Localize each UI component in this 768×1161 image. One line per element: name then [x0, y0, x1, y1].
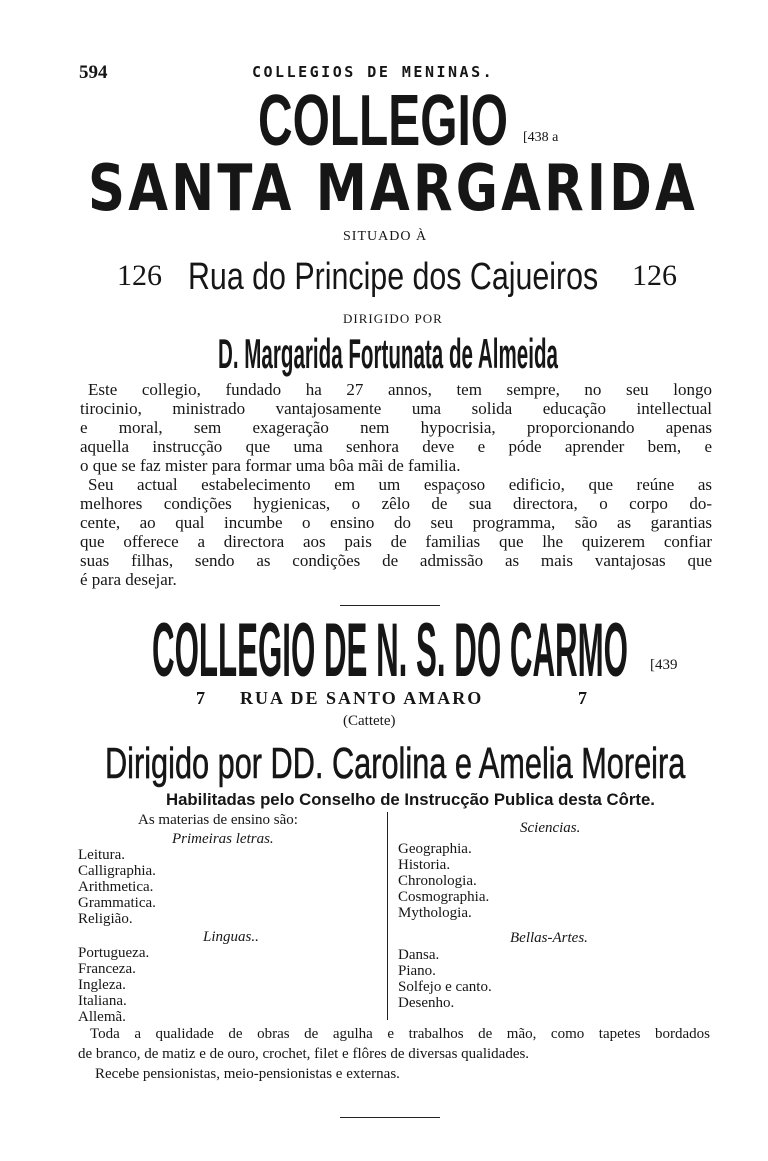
subject-item: Calligraphia. — [78, 863, 156, 879]
text-line: Recebe pensionistas, meio-pensionistas e externas. — [95, 1066, 400, 1082]
divider — [340, 605, 440, 606]
subject-item: Arithmetica. — [78, 879, 154, 895]
subject-item: Italiana. — [78, 993, 127, 1009]
address-number-right: 126 — [632, 259, 677, 292]
situated-label: SITUADO À — [343, 229, 428, 244]
text-line: tirocinio, ministrado vantajosamente uma solida educação intellectual — [80, 399, 712, 418]
college2-directors: Dirigido por DD. Carolina e Amelia Moreira — [105, 739, 686, 788]
subject-item: Leitura. — [78, 847, 126, 863]
address-street: Rua do Principe dos Cajueiros — [188, 256, 599, 298]
director-name: D. Margarida Fortunata de Almeida — [218, 330, 558, 377]
directed-by-label: DIRIGIDO POR — [343, 311, 443, 326]
subject-item: Dansa. — [398, 947, 440, 963]
page-number: 594 — [79, 62, 108, 83]
college1-ref: [438 a — [523, 130, 559, 145]
subject-item: Mythologia. — [398, 905, 472, 921]
group-heading: Linguas.. — [203, 929, 259, 945]
text-line: cente, ao qual incumbe o ensino do seu programma, são as garantias — [80, 513, 712, 532]
group-heading: Primeiras letras. — [172, 831, 274, 847]
text-line: Toda a qualidade de obras de agulha e trabalhos de mão, como tapetes bordados — [90, 1026, 710, 1042]
college2-number-right: 7 — [578, 688, 587, 708]
text-line: Seu actual estabelecimento em um espaçoso edificio, que reúne as — [88, 475, 712, 494]
subject-item: Ingleza. — [78, 977, 126, 993]
text-line: de branco, de matiz e de ouro, crochet, filet e flôres de diversas qualidades. — [78, 1046, 530, 1062]
subject-item: Piano. — [398, 963, 436, 979]
college2-ref: [439 — [650, 657, 678, 673]
subject-item: Desenho. — [398, 995, 455, 1011]
text-line: suas filhas, sendo as condições de admissão as mais vantajosas que — [80, 551, 712, 570]
subject-item: Franceza. — [78, 961, 136, 977]
group-heading: Bellas-Artes. — [510, 930, 588, 946]
college2-title: COLLEGIO DE N. S. DO CARMO — [152, 608, 628, 693]
qualification: Habilitadas pelo Conselho de Instrucção Publica desta Côrte. — [166, 790, 655, 809]
text-line: melhores condições hygienicas, o zêlo de sua directora, o corpo do- — [80, 494, 712, 513]
subjects-intro: As materias de ensino são: — [138, 812, 298, 828]
subject-item: Historia. — [398, 857, 451, 873]
text-line: Este collegio, fundado ha 27 annos, tem sempre, no seu longo — [88, 380, 712, 399]
column-divider — [387, 812, 388, 1020]
subject-item: Grammatica. — [78, 895, 156, 911]
text-line: aquella instrucção que uma senhora deve e póde aprender bem, e — [80, 437, 712, 456]
college1-name: SANTA MARGARIDA — [88, 152, 698, 226]
subject-item: Solfejo e canto. — [398, 979, 492, 995]
district: (Cattete) — [343, 713, 396, 729]
subject-item: Chronologia. — [398, 873, 477, 889]
college1-title: COLLEGIO — [258, 81, 508, 161]
subject-item: Portugueza. — [78, 945, 150, 961]
college2-street: RUA DE SANTO AMARO — [240, 688, 484, 708]
text-line: que offerece a directora aos pais de familias que lhe quizerem confiar — [80, 532, 712, 551]
running-title: COLLEGIOS DE MENINAS. — [252, 63, 495, 81]
subject-item: Geographia. — [398, 841, 472, 857]
group-heading: Sciencias. — [520, 820, 581, 836]
text-line: o que se faz mister para formar uma bôa mãi de familia. — [80, 456, 461, 475]
address-number-left: 126 — [117, 259, 162, 292]
subject-item: Religião. — [78, 911, 133, 927]
subject-item: Allemã. — [78, 1009, 126, 1025]
text-line: e moral, sem exageração nem hypocrisia, proporcionando apenas — [80, 418, 712, 437]
subject-item: Cosmographia. — [398, 889, 490, 905]
text-line: é para desejar. — [80, 570, 177, 589]
divider — [340, 1117, 440, 1118]
college2-number-left: 7 — [196, 688, 205, 708]
